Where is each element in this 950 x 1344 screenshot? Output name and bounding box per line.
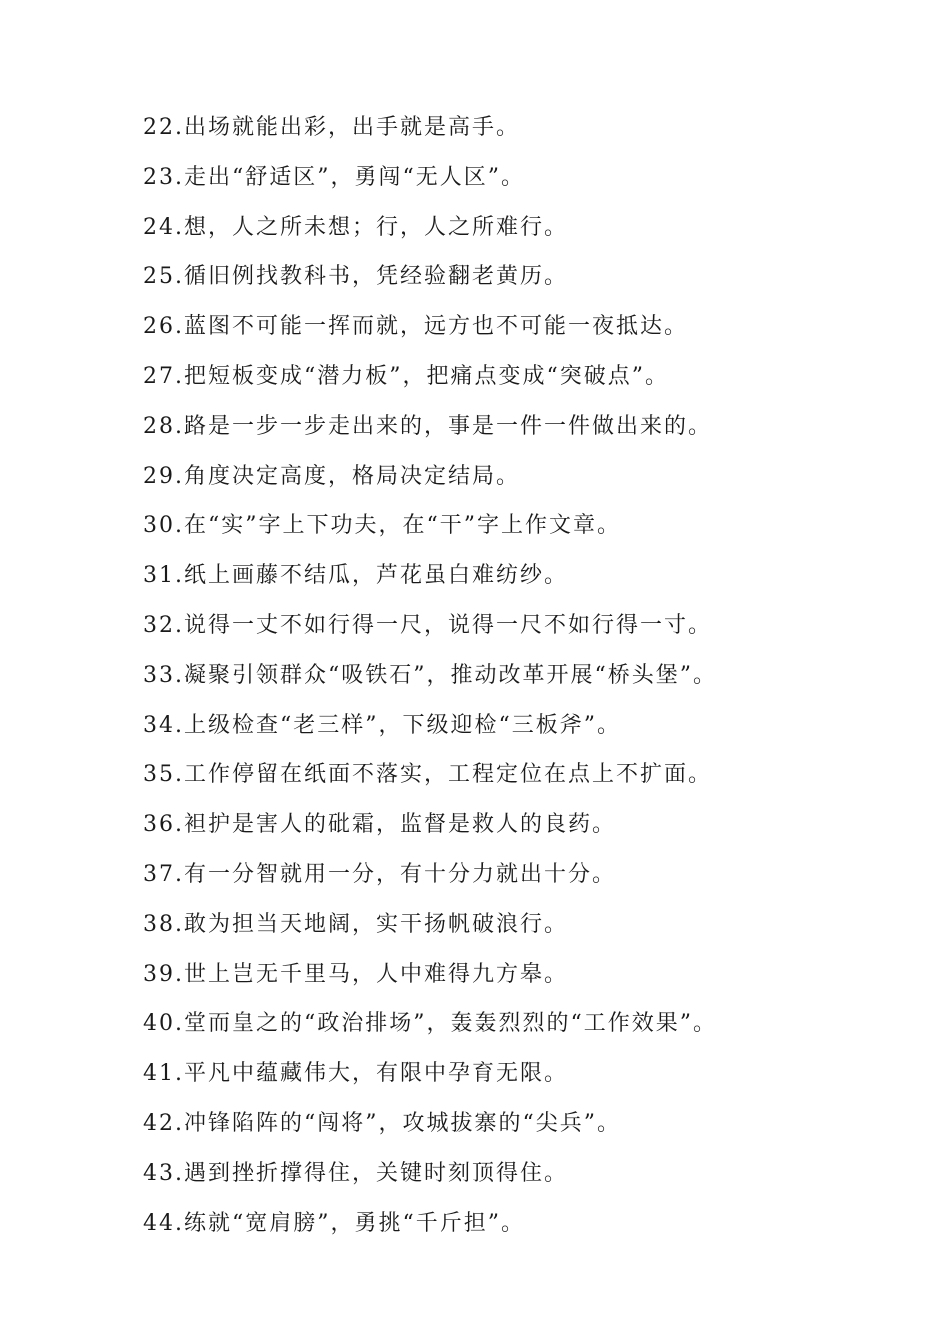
list-item: 23.走出“舒适区”，勇闯“无人区”。 <box>143 164 525 190</box>
list-item: 39.世上岂无千里马，人中难得九方皋。 <box>143 961 568 987</box>
list-item: 30.在“实”字上下功夫，在“干”字上作文章。 <box>143 513 621 539</box>
list-item: 29.角度决定高度，格局决定结局。 <box>143 463 520 489</box>
list-item: 28.路是一步一步走出来的，事是一件一件做出来的。 <box>143 413 712 439</box>
list-item: 25.循旧例找教科书，凭经验翻老黄历。 <box>143 264 568 290</box>
list-item: 22.出场就能出彩，出手就是高手。 <box>143 115 520 140</box>
list-item: 36.袒护是害人的砒霜，监督是救人的良药。 <box>143 812 616 838</box>
list-item: 35.工作停留在纸面不落实，工程定位在点上不扩面。 <box>143 762 712 788</box>
list-item: 27.把短板变成“潜力板”，把痛点变成“突破点”。 <box>143 363 669 389</box>
list-item: 33.凝聚引领群众“吸铁石”，推动改革开展“桥头堡”。 <box>143 662 717 688</box>
list-item: 31.纸上画藤不结瓜，芦花虽白难纺纱。 <box>143 563 568 589</box>
list-item: 42.冲锋陷阵的“闯将”，攻城拔寨的“尖兵”。 <box>143 1110 621 1136</box>
list-item: 32.说得一丈不如行得一尺，说得一尺不如行得一寸。 <box>143 612 712 638</box>
list-item: 38.敢为担当天地阔，实干扬帆破浪行。 <box>143 911 568 937</box>
list-item: 34.上级检查“老三样”，下级迎检“三板斧”。 <box>143 712 621 738</box>
list-item: 24.想，人之所未想；行，人之所难行。 <box>143 214 568 240</box>
list-item: 44.练就“宽肩膀”，勇挑“千斤担”。 <box>143 1210 525 1236</box>
list-item: 26.蓝图不可能一挥而就，远方也不可能一夜抵达。 <box>143 314 688 340</box>
quote-list <box>143 103 923 1248</box>
list-item: 41.平凡中蕴藏伟大，有限中孕育无限。 <box>143 1061 568 1087</box>
list-item: 37.有一分智就用一分，有十分力就出十分。 <box>143 861 616 887</box>
list-item: 40.堂而皇之的“政治排场”，轰轰烈烈的“工作效果”。 <box>143 1011 717 1037</box>
list-item: 43.遇到挫折撑得住，关键时刻顶得住。 <box>143 1160 568 1186</box>
